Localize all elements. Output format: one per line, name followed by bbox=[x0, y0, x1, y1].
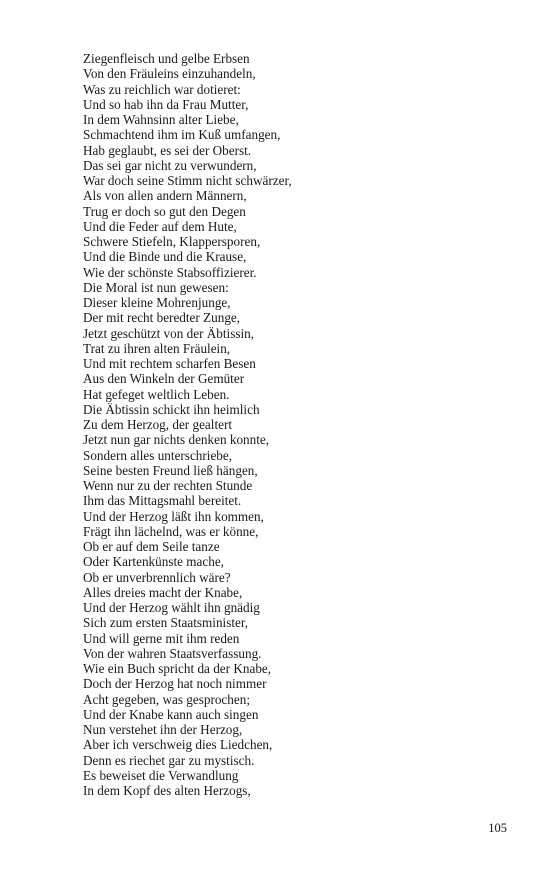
poem-line: Und will gerne mit ihm reden bbox=[83, 630, 240, 646]
poem-line: Ob er unverbrennlich wäre? bbox=[83, 569, 231, 585]
poem-line: Aber ich verschweig dies Liedchen, bbox=[83, 737, 273, 753]
poem-line: Was zu reichlich war dotieret: bbox=[83, 81, 241, 97]
poem-line: Die Moral ist nun gewesen: bbox=[83, 279, 229, 295]
poem-line: Ob er auf dem Seile tanze bbox=[83, 539, 220, 554]
poem-line: Der mit recht beredter Zunge, bbox=[83, 310, 241, 326]
poem-line: Ziegenfleisch und gelbe Erbsen bbox=[83, 51, 250, 66]
poem-line: Und die Feder auf dem Hute, bbox=[83, 218, 237, 234]
poem-line: In dem Kopf des alten Herzogs, bbox=[83, 783, 251, 798]
poem-line: Die Äbtissin schickt ihn heimlich bbox=[83, 401, 260, 417]
poem-line: Oder Kartenkünste mache, bbox=[83, 554, 224, 570]
poem-text bbox=[83, 51, 503, 798]
poem-line: Das sei gar nicht zu verwundern, bbox=[83, 157, 257, 173]
poem-line: Sich zum ersten Staatsminister, bbox=[83, 615, 249, 631]
poem-line: Nun verstehet ihn der Herzog, bbox=[83, 722, 243, 737]
poem-line: Denn es riechet gar zu mystisch. bbox=[83, 752, 255, 768]
poem-line: In dem Wahnsinn alter Liebe, bbox=[83, 112, 239, 127]
poem-line: Ihm das Mittagsmahl bereitet. bbox=[83, 493, 242, 509]
poem-line: Trug er doch so gut den Degen bbox=[83, 203, 246, 219]
poem-line: Aus den Winkeln der Gemüter bbox=[83, 371, 245, 387]
poem-line: Wie der schönste Stabsoffizierer. bbox=[83, 264, 257, 280]
poem-line: Schmachtend ihm im Kuß umfangen, bbox=[83, 127, 281, 143]
poem-line: Frägt ihn lächelnd, was er könne, bbox=[83, 523, 259, 539]
poem-line: Und die Binde und die Krause, bbox=[83, 249, 247, 265]
page-number: 105 bbox=[488, 821, 507, 835]
poem-line: Trat zu ihren alten Fräulein, bbox=[83, 340, 231, 356]
poem-line: Doch der Herzog hat noch nimmer bbox=[83, 676, 267, 692]
poem-line: Als von allen andern Männern, bbox=[83, 188, 247, 204]
poem-line: Schwere Stiefeln, Klappersporen, bbox=[83, 234, 261, 249]
poem-line: Hat gefeget weltlich Leben. bbox=[83, 386, 230, 402]
poem-line: Und so hab ihn da Frau Mutter, bbox=[83, 96, 249, 112]
poem-line: Es beweiset die Verwandlung bbox=[83, 767, 239, 783]
poem-line: Alles dreies macht der Knabe, bbox=[83, 584, 243, 600]
poem-line: Und der Herzog läßt ihn kommen, bbox=[83, 508, 264, 524]
poem-line: Zu dem Herzog, der gealtert bbox=[83, 417, 233, 432]
poem-line: Jetzt geschützt von der Äbtissin, bbox=[83, 325, 255, 341]
poem-line: Und mit rechtem scharfen Besen bbox=[83, 356, 256, 371]
poem-line: Wenn nur zu der rechten Stunde bbox=[83, 478, 253, 493]
poem-line: Dieser kleine Mohrenjunge, bbox=[83, 295, 231, 310]
poem-line: Und der Herzog wählt ihn gnädig bbox=[83, 600, 260, 615]
poem-line: Sondern alles unterschriebe, bbox=[83, 447, 233, 463]
poem-line: Seine besten Freund ließ hängen, bbox=[83, 462, 258, 478]
poem-line: War doch seine Stimm nicht schwärzer, bbox=[83, 173, 292, 188]
poem-line: Jetzt nun gar nichts denken konnte, bbox=[83, 432, 270, 448]
poem-line: Und der Knabe kann auch singen bbox=[83, 706, 259, 722]
poem-line: Von der wahren Staatsverfassung. bbox=[83, 645, 262, 661]
poem-line: Acht gegeben, was gesprochen; bbox=[83, 691, 250, 707]
poem-line: Wie ein Buch spricht da der Knabe, bbox=[83, 661, 272, 676]
poem-line: Hab geglaubt, es sei der Oberst. bbox=[83, 142, 252, 158]
poem-line: Von den Fräuleins einzuhandeln, bbox=[83, 66, 256, 82]
